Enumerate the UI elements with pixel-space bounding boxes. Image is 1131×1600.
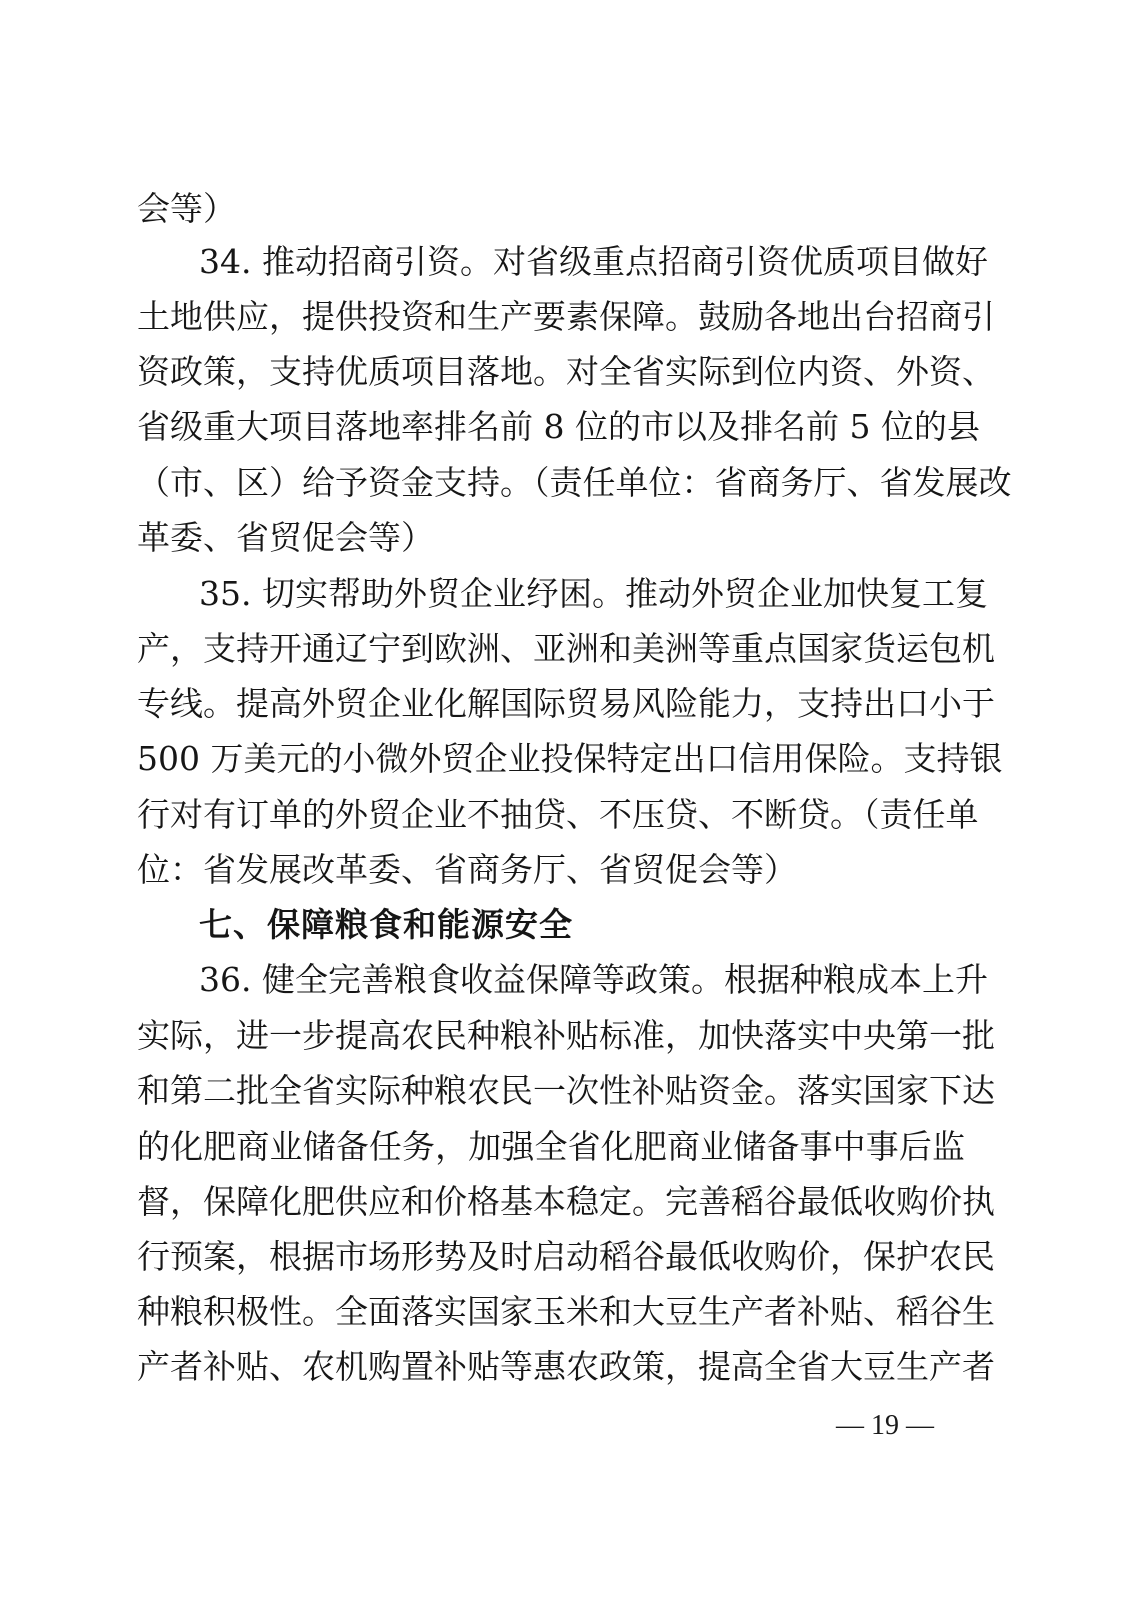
text-line: 资政策，支持优质项目落地。对全省实际到位内资、外资、 xyxy=(137,352,995,391)
text-line: 36. 健全完善粮食收益保障等政策。根据种粮成本上升 xyxy=(199,960,988,999)
text-line: 会等） xyxy=(137,189,236,228)
text-line: 500 万美元的小微外贸企业投保特定出口信用保险。支持银 xyxy=(137,739,1003,778)
text-line: 专线。提高外贸企业化解国际贸易风险能力，支持出口小于 xyxy=(137,684,995,723)
page-number: — 19 — xyxy=(836,1410,934,1441)
text-line: （市、区）给予资金支持。（责任单位：省商务厅、省发展改 xyxy=(137,463,1012,502)
text-line: 行预案，根据市场形势及时启动稻谷最低收购价，保护农民 xyxy=(137,1237,995,1276)
text-line: 行对有订单的外贸企业不抽贷、不压贷、不断贷。（责任单 xyxy=(137,795,979,834)
text-line: 产，支持开通辽宁到欧洲、亚洲和美洲等重点国家货运包机 xyxy=(137,629,995,668)
text-line: 督，保障化肥供应和价格基本稳定。完善稻谷最低收购价执 xyxy=(137,1182,995,1221)
text-line: 34. 推动招商引资。对省级重点招商引资优质项目做好 xyxy=(199,242,988,281)
text-line: 35. 切实帮助外贸企业纾困。推动外贸企业加快复工复 xyxy=(199,574,988,613)
text-line: 实际，进一步提高农民种粮补贴标准，加快落实中央第一批 xyxy=(137,1016,995,1055)
text-line: 和第二批全省实际种粮农民一次性补贴资金。落实国家下达 xyxy=(137,1071,995,1110)
text-line: 土地供应，提供投资和生产要素保障。鼓励各地出台招商引 xyxy=(137,297,995,336)
section-heading: 七、保障粮食和能源安全 xyxy=(199,905,573,944)
text-line: 的化肥商业储备任务，加强全省化肥商业储备事中事后监 xyxy=(137,1127,965,1166)
text-line: 产者补贴、农机购置补贴等惠农政策，提高全省大豆生产者 xyxy=(137,1347,995,1386)
text-line: 位：省发展改革委、省商务厅、省贸促会等） xyxy=(137,850,797,889)
text-line: 种粮积极性。全面落实国家玉米和大豆生产者补贴、稻谷生 xyxy=(137,1292,995,1331)
text-line: 革委、省贸促会等） xyxy=(137,518,434,557)
text-line: 省级重大项目落地率排名前 8 位的市以及排名前 5 位的县 xyxy=(137,407,980,446)
